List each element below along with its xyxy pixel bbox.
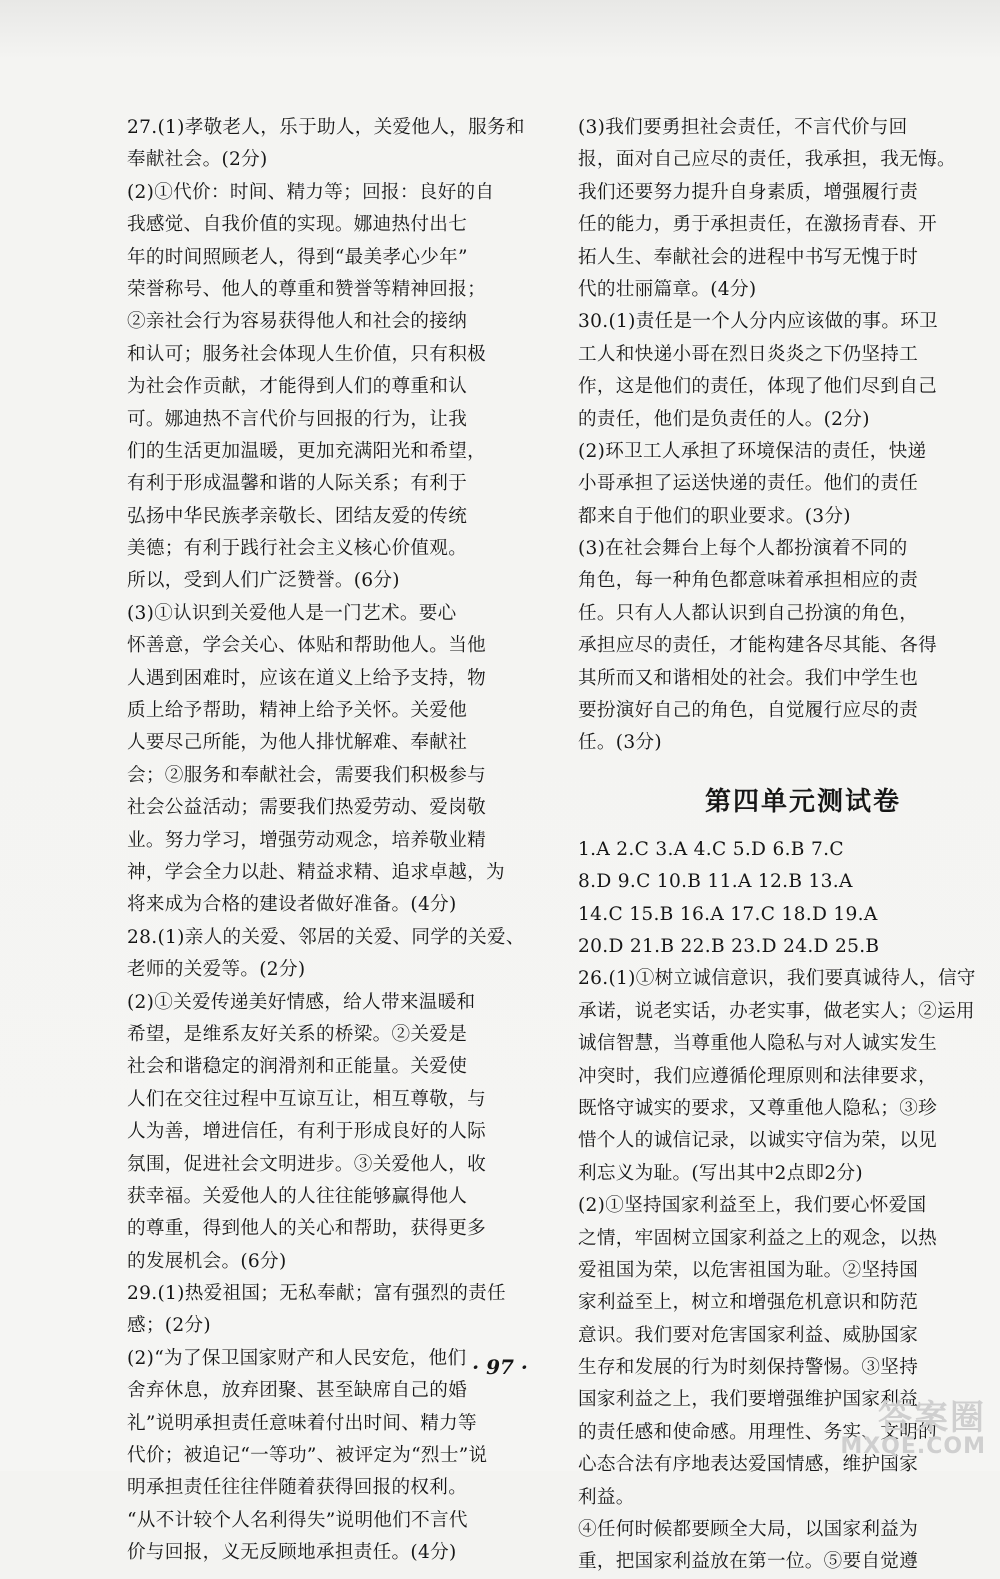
text-line: 之情，牢固树立国家利益之上的观念，以热 (578, 1227, 937, 1249)
text-line: 26.(1)①树立诚信意识，我们要真诚待人，信守 (578, 968, 976, 990)
text-line: 有利于形成温馨和谐的人际关系；有利于 (127, 473, 468, 495)
text-line: 家利益至上，树立和增强危机意识和防范 (578, 1292, 919, 1314)
text-line: 作，这是他们的责任，体现了他们尽到自己 (578, 376, 937, 398)
text-line: (2)①坚持国家利益至上，我们要心怀爱国 (578, 1195, 927, 1217)
text-line: “从不计较个人名利得失”说明他们不言代 (127, 1509, 468, 1531)
watermark-logo (786, 1400, 986, 1464)
text-line: 怀善意，学会关心、体贴和帮助他人。当他 (127, 635, 486, 657)
section-heading: 第四单元测试卷 (704, 786, 901, 817)
text-line: 利忘义为耻。(写出其中2点即2分) (578, 1162, 863, 1184)
text-line: 人为善，增进信任，有利于形成良好的人际 (127, 1121, 486, 1143)
text-line: (2)“为了保卫国家财产和人民安危，他们 (127, 1347, 467, 1369)
text-line: 获幸福。关爱他人的人往往能够赢得他人 (127, 1185, 468, 1207)
text-line: 会；②服务和奉献社会，需要我们积极参与 (127, 764, 486, 786)
text-line: 心态合法有序地表达爱国情感，维护国家 (578, 1454, 919, 1476)
text-line: 人遇到困难时，应该在道义上给予支持，物 (127, 667, 486, 689)
text-line: (2)环卫工人承担了环境保洁的责任，快递 (578, 440, 927, 462)
text-line: 人要尽己所能，为他人排忧解难、奉献社 (127, 732, 468, 754)
text-line: 我们还要努力提升自身素质，增强履行责 (578, 181, 919, 203)
text-line: 业。努力学习，增强劳动观念，培养敬业精 (127, 829, 486, 851)
text-line: 1.A 2.C 3.A 4.C 5.D 6.B 7.C (578, 838, 844, 860)
text-line: 荣誉称号、他人的尊重和赞誉等精神回报； (127, 278, 486, 300)
text-line: 礼”说明承担责任意味着付出时间、精力等 (127, 1412, 477, 1434)
text-line: 氛围，促进社会文明进步。③关爱他人，收 (127, 1153, 486, 1175)
text-line: (2)①代价：时间、精力等；回报：良好的自 (127, 181, 495, 203)
text-line: 14.C 15.B 16.A 17.C 18.D 19.A (578, 903, 878, 925)
text-line: 质上给予帮助，精神上给予关怀。关爱他 (127, 700, 468, 722)
text-line: 感；(2分) (127, 1315, 211, 1337)
text-line: 的发展机会。(6分) (127, 1250, 287, 1272)
text-line: 任。只有人人都认识到自己扮演的角色， (578, 602, 919, 624)
text-line: 要扮演好自己的角色，自觉履行应尽的责 (578, 700, 919, 722)
text-line: 29.(1)热爱祖国；无私奉献；富有强烈的责任 (127, 1283, 506, 1305)
text-line: 弘扬中华民族孝亲敬长、团结友爱的传统 (127, 505, 468, 527)
text-line: 人们在交往过程中互谅互让，相互尊敬，与 (127, 1088, 486, 1110)
text-line: 舍弃休息，放弃团聚、甚至缺席自己的婚 (127, 1380, 468, 1402)
right-column-bottom (578, 834, 976, 1579)
text-line: 代的壮丽篇章。(4分) (578, 278, 757, 300)
text-line: 年的时间照顾老人，得到“最美孝心少年” (127, 246, 468, 268)
text-line: 诚信智慧，当尊重他人隐私与对人诚实发生 (578, 1033, 937, 1055)
text-line: 可。娜迪热不言代价与回报的行为，让我 (127, 408, 468, 430)
page-number: · 97 · (472, 1355, 528, 1379)
text-line: ②亲社会行为容易获得他人和社会的接纳 (127, 311, 468, 333)
text-line: 生存和发展的行为时刻保持警惕。③坚持 (578, 1357, 919, 1379)
text-line: 奉献社会。(2分) (127, 149, 268, 171)
text-line: 的责任感和使命感。用理性、务实、文明的 (578, 1421, 937, 1443)
text-line: 任的能力，勇于承担责任，在激扬青春、开 (578, 214, 937, 236)
text-line: 明承担责任往往伴随着获得回报的权利。 (127, 1477, 468, 1499)
text-line: 20.D 21.B 22.B 23.D 24.D 25.B (578, 935, 880, 957)
text-line: (3)①认识到关爱他人是一门艺术。要心 (127, 602, 457, 624)
text-line: 重，把国家利益放在第一位。⑤要自觉遵 (578, 1551, 919, 1573)
text-line: 承诺，说老实话，办老实事，做老实人；②运用 (578, 1000, 975, 1022)
text-line: 冲突时，我们应遵循伦理原则和法律要求， (578, 1065, 937, 1087)
left-column (127, 112, 525, 1570)
text-line: 我感觉、自我价值的实现。娜迪热付出七 (127, 214, 468, 236)
text-line: 代价；被追记“一等功”、被评定为“烈士”说 (127, 1445, 488, 1467)
text-line: 工人和快递小哥在烈日炎炎之下仍坚持工 (578, 343, 919, 365)
text-line: 8.D 9.C 10.B 11.A 12.B 13.A (578, 871, 853, 893)
text-line: 其所而又和谐相处的社会。我们中学生也 (578, 667, 919, 689)
text-line: 美德；有利于践行社会主义核心价值观。 (127, 538, 468, 560)
text-line: 28.(1)亲人的关爱、邻居的关爱、同学的关爱、 (127, 926, 525, 948)
text-line: (3)在社会舞台上每个人都扮演着不同的 (578, 538, 908, 560)
text-line: 价与回报，义无反顾地承担责任。(4分) (127, 1542, 457, 1564)
text-line: 神，学会全力以赴、精益求精、追求卓越，为 (127, 861, 505, 883)
text-line: 老师的关爱等。(2分) (127, 959, 306, 981)
text-line: 报，面对自己应尽的责任，我承担，我无悔。 (578, 149, 956, 171)
text-line: 利益。 (578, 1486, 635, 1508)
text-line: 和认可；服务社会体现人生价值，只有积极 (127, 343, 486, 365)
text-line: 希望，是维系友好关系的桥梁。②关爱是 (127, 1023, 468, 1045)
text-line: 国家利益之上，我们要增强维护国家利益 (578, 1389, 919, 1411)
text-line: 拓人生、奉献社会的进程中书写无愧于时 (578, 246, 919, 268)
text-line: 既恪守诚实的要求，又尊重他人隐私；③珍 (578, 1097, 937, 1119)
text-line: 承担应尽的责任，才能构建各尽其能、各得 (578, 635, 937, 657)
watermark-line2: MXQE.COM (840, 1434, 986, 1459)
text-line: 任。(3分) (578, 732, 662, 754)
text-line: 将来成为合格的建设者做好准备。(4分) (127, 894, 457, 916)
text-line: ④任何时候都要顾全大局，以国家利益为 (578, 1519, 919, 1541)
text-line: 都来自于他们的职业要求。(3分) (578, 505, 851, 527)
right-column-top (578, 112, 958, 760)
text-line: 社会和谐稳定的润滑剂和正能量。关爱使 (127, 1056, 468, 1078)
text-line: 爱祖国为荣，以危害祖国为耻。②坚持国 (578, 1259, 919, 1281)
watermark-line1: 答案圈 (878, 1398, 986, 1438)
text-line: 所以，受到人们广泛赞誉。(6分) (127, 570, 400, 592)
text-line: (3)我们要勇担社会责任，不言代价与回 (578, 117, 908, 138)
text-line: 30.(1)责任是一个人分内应该做的事。环卫 (578, 311, 939, 333)
text-line: 27.(1)孝敬老人，乐于助人，关爱他人，服务和 (127, 117, 525, 138)
text-line: 角色，每一种角色都意味着承担相应的责 (578, 570, 919, 592)
text-line: (2)①关爱传递美好情感，给人带来温暖和 (127, 991, 476, 1013)
text-line: 的尊重，得到他人的关心和帮助，获得更多 (127, 1218, 486, 1240)
text-line: 为社会作贡献，才能得到人们的尊重和认 (127, 376, 468, 398)
text-line: 的责任，他们是负责任的人。(2分) (578, 408, 870, 430)
text-line: 们的生活更加温暖，更加充满阳光和希望， (127, 440, 486, 462)
text-line: 小哥承担了运送快递的责任。他们的责任 (578, 473, 919, 495)
text-line: 惜个人的诚信记录，以诚实守信为荣，以见 (578, 1130, 937, 1152)
text-line: 意识。我们要对危害国家利益、威胁国家 (578, 1324, 919, 1346)
text-line: 社会公益活动；需要我们热爱劳动、爱岗敬 (127, 797, 486, 819)
